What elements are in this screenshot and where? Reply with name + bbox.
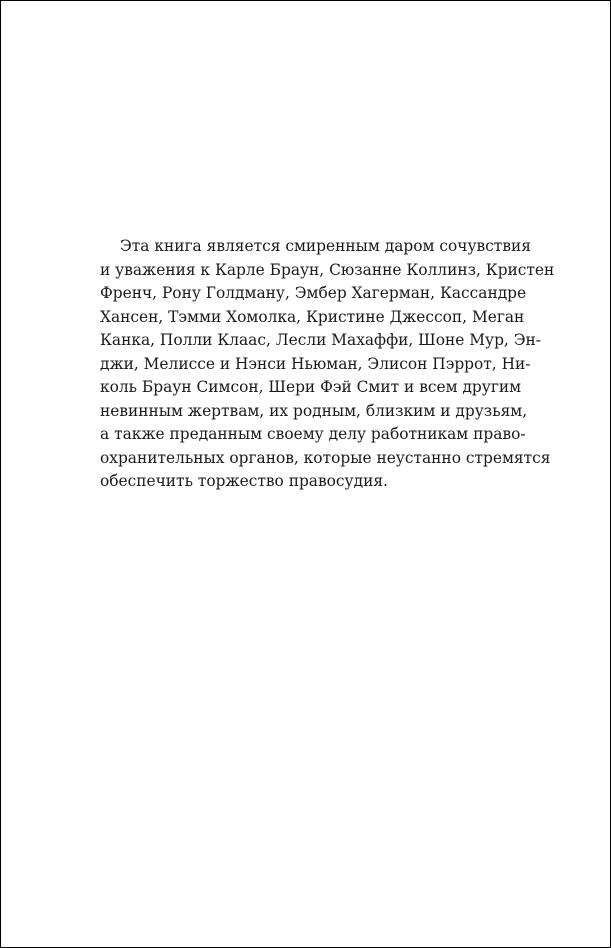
dedication-paragraph xyxy=(100,235,555,494)
dedication-line: и уважения к Карле Браун, Сюзанне Коллинз, Кристен xyxy=(100,260,555,279)
dedication-line: а также преданным своему делу работникам право- xyxy=(100,425,526,443)
dedication-line: Хансен, Тэмми Хомолка, Кристине Джессоп, Меган xyxy=(100,307,525,326)
dedication-line: Френч, Рону Голдману, Эмбер Хагерман, Кассандре xyxy=(100,284,527,302)
dedication-line: Канка, Полли Клаас, Лесли Махаффи, Шоне Мур, Эн- xyxy=(100,331,541,349)
dedication-line: джи, Мелиссе и Нэнси Ньюман, Элисон Пэррот, Ни- xyxy=(100,354,531,373)
dedication-line: коль Браун Симсон, Шери Фэй Смит и всем другим xyxy=(100,378,522,396)
dedication-line: охранительных органов, которые неустанно стремятся xyxy=(100,448,551,467)
dedication-line: невинным жертвам, их родным, близким и друзьям, xyxy=(100,401,528,420)
dedication-line: обеспечить торжество правосудия. xyxy=(100,472,388,490)
dedication-line: Эта книга является смиренным даром сочувствия xyxy=(120,237,531,255)
